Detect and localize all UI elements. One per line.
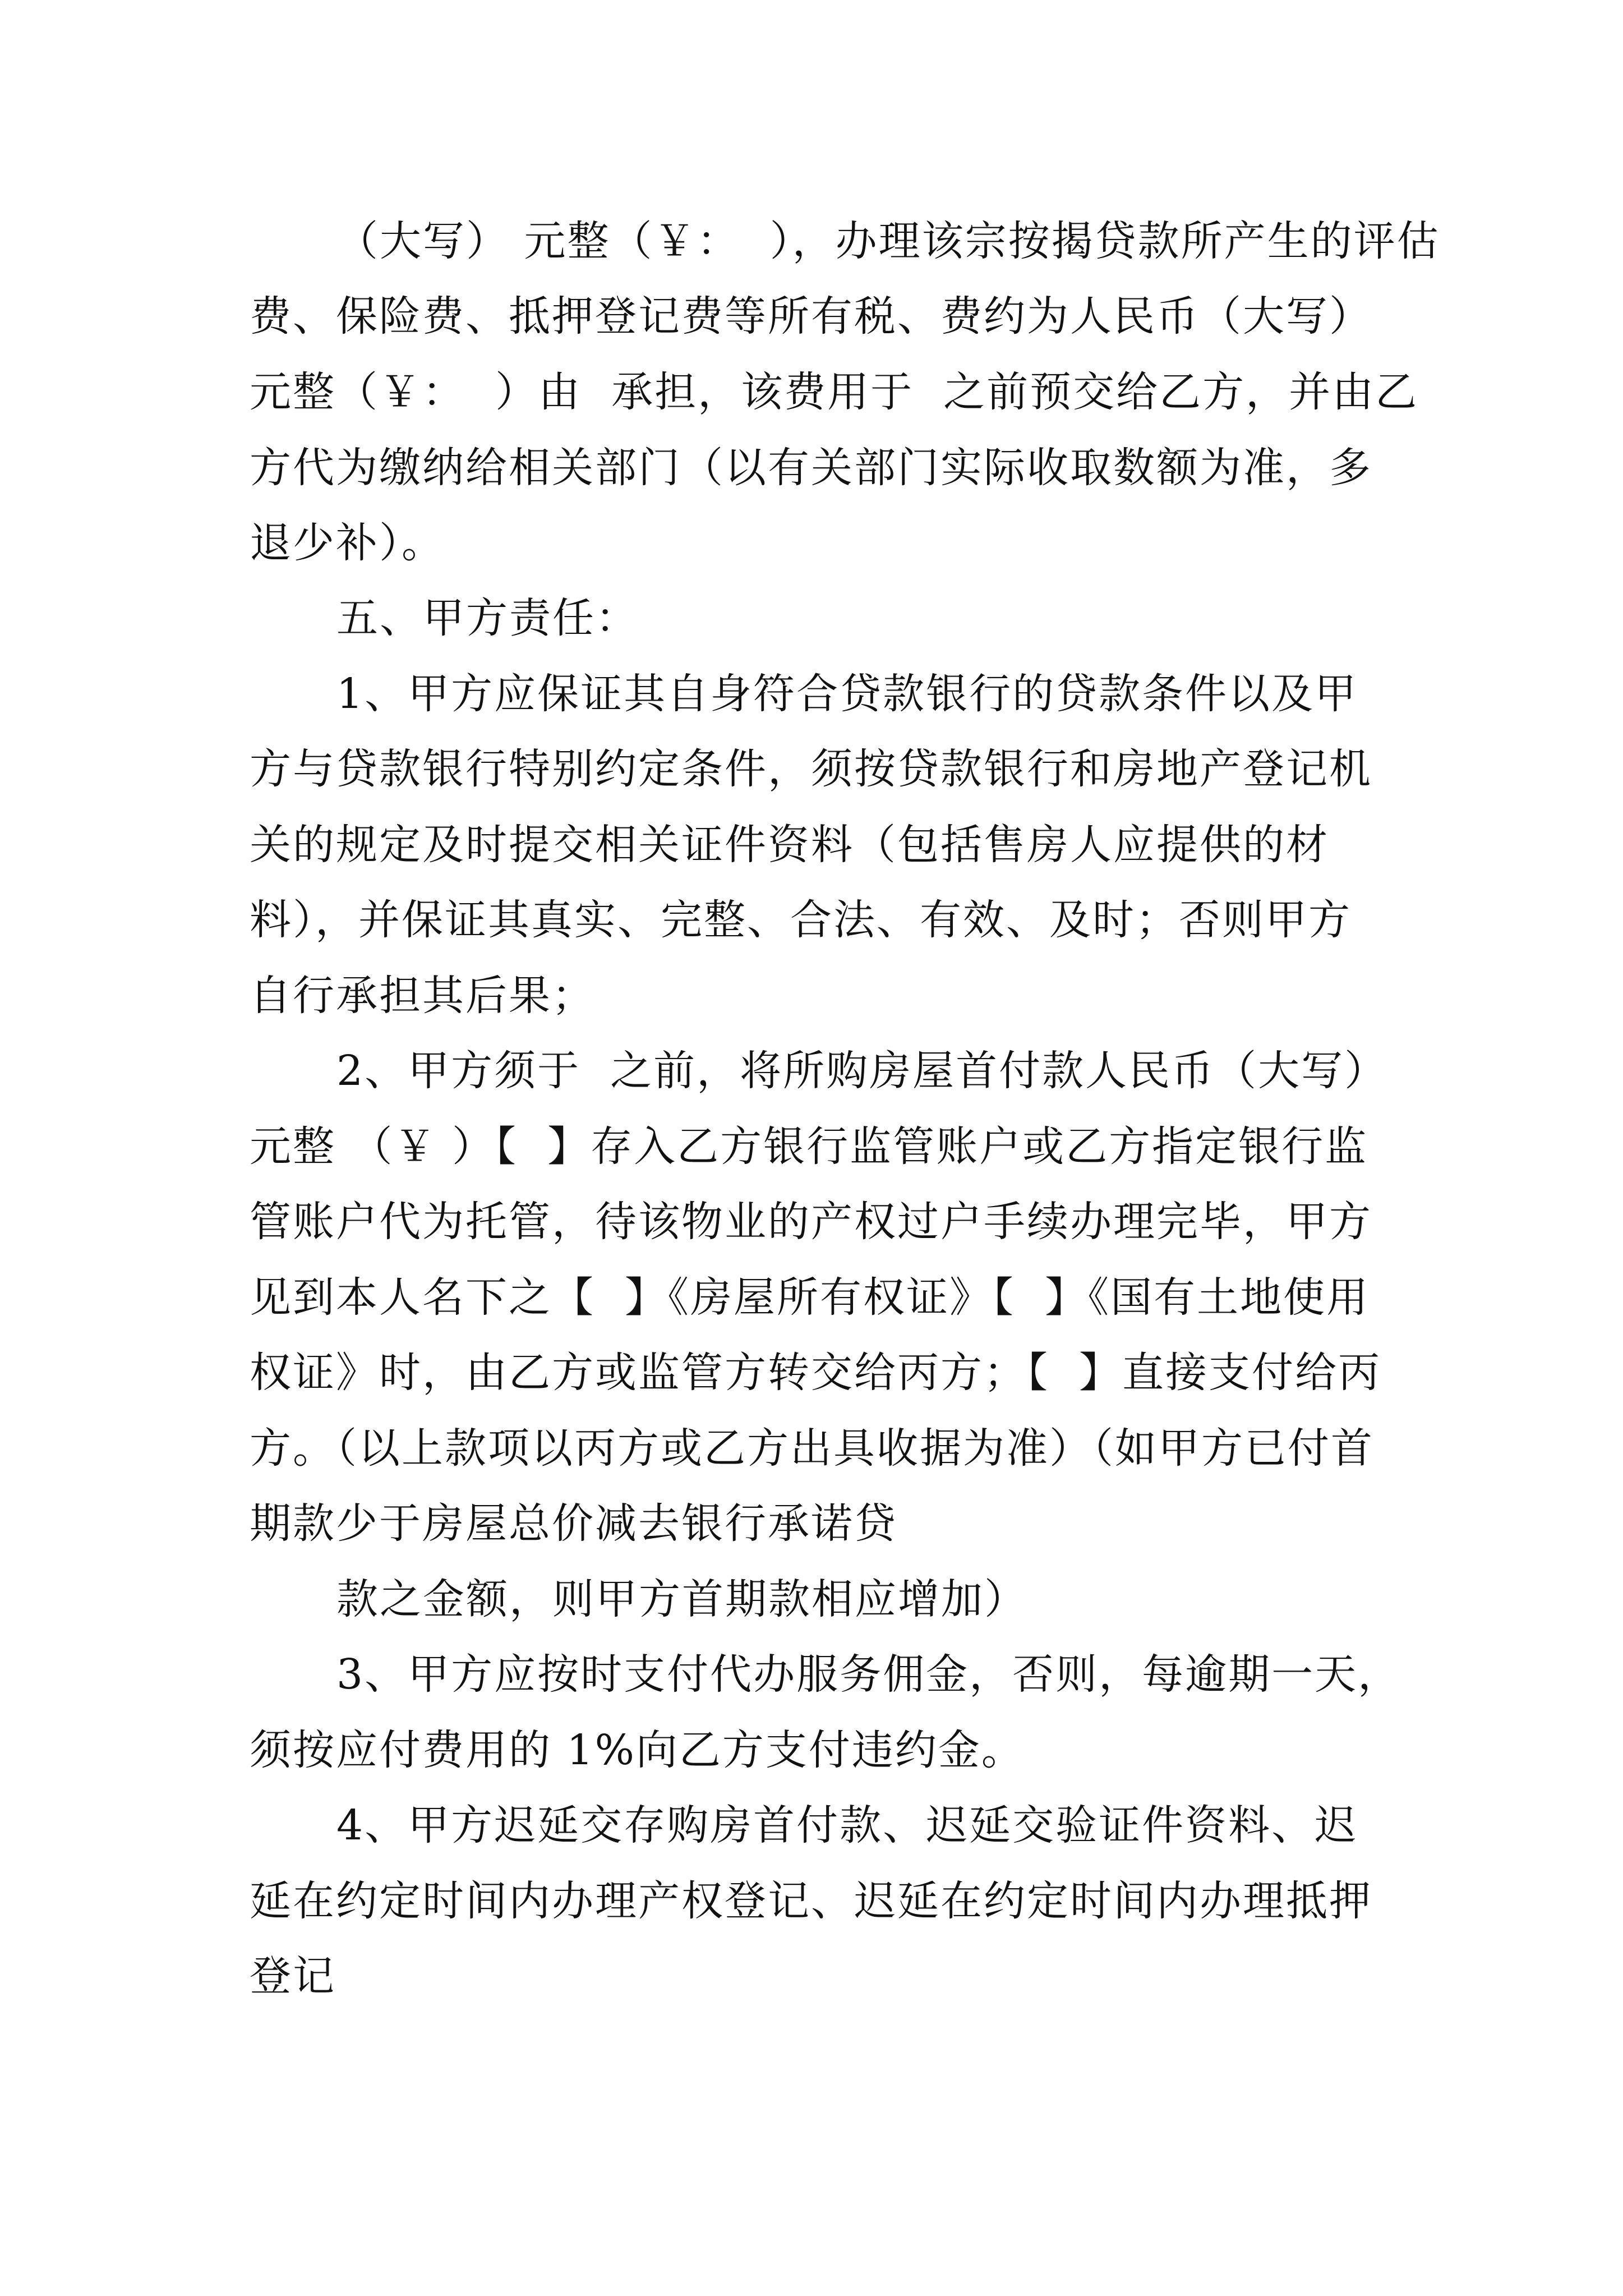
text-line: 方。（以上款项以丙方或乙方出具收据为准）（如甲方已付首 xyxy=(250,1424,1374,1473)
text-line: （大写） 元整（￥： ），办理该宗按揭贷款所产生的评估 xyxy=(336,217,1440,265)
text-line: 1、甲方应保证其自身符合贷款银行的贷款条件以及甲 xyxy=(336,670,1358,718)
text-line: 见到本人名下之【 】《房屋所有权证》【 】《国有土地使用 xyxy=(250,1273,1370,1322)
text-line: 费、保险费、抵押登记费等所有税、费约为人民币（大写） xyxy=(250,292,1372,341)
text-line: 4、甲方迟延交存购房首付款、迟延交验证件资料、迟 xyxy=(336,1801,1358,1849)
text-line: 管账户代为托管，待该物业的产权过户手续办理完毕，甲方 xyxy=(250,1198,1372,1246)
text-line: 款之金额，则甲方首期款相应增加） xyxy=(336,1575,1027,1623)
text-line: 方代为缴纳给相关部门（以有关部门实际收取数额为准，多 xyxy=(250,444,1372,492)
text-line: 自行承担其后果； xyxy=(250,972,595,1020)
text-line: 权证》时，由乙方或监管方转交给丙方；【 】直接支付给丙 xyxy=(250,1349,1382,1397)
text-line: 3、甲方应按时支付代办服务佣金，否则，每逾期一天， xyxy=(336,1650,1401,1699)
section-heading: 五、甲方责任： xyxy=(336,594,639,642)
text-line: 2、甲方须于 之前，将所购房屋首付款人民币（大写） xyxy=(336,1047,1388,1095)
text-line: 登记 xyxy=(250,1952,336,2000)
text-line: 料），并保证其真实、完整、合法、有效、及时；否则甲方 xyxy=(250,896,1352,944)
text-line: 元整（￥： ）由 承担，该费用于 之前预交给乙方，并由乙 xyxy=(250,368,1419,416)
text-line: 延在约定时间内办理产权登记、迟延在约定时间内办理抵押 xyxy=(250,1877,1372,1925)
text-line: 期款少于房屋总价减去银行承诺贷 xyxy=(250,1499,897,1548)
text-line: 方与贷款银行特别约定条件，须按贷款银行和房地产登记机 xyxy=(250,745,1372,793)
text-line: 元整 （￥ ）【 】存入乙方银行监管账户或乙方指定银行监 xyxy=(250,1122,1368,1171)
text-line: 须按应付费用的 1%向乙方支付违约金。 xyxy=(250,1726,1025,1774)
text-line: 退少补）。 xyxy=(250,519,445,567)
text-line: 关的规定及时提交相关证件资料（包括售房人应提供的材 xyxy=(250,821,1329,869)
